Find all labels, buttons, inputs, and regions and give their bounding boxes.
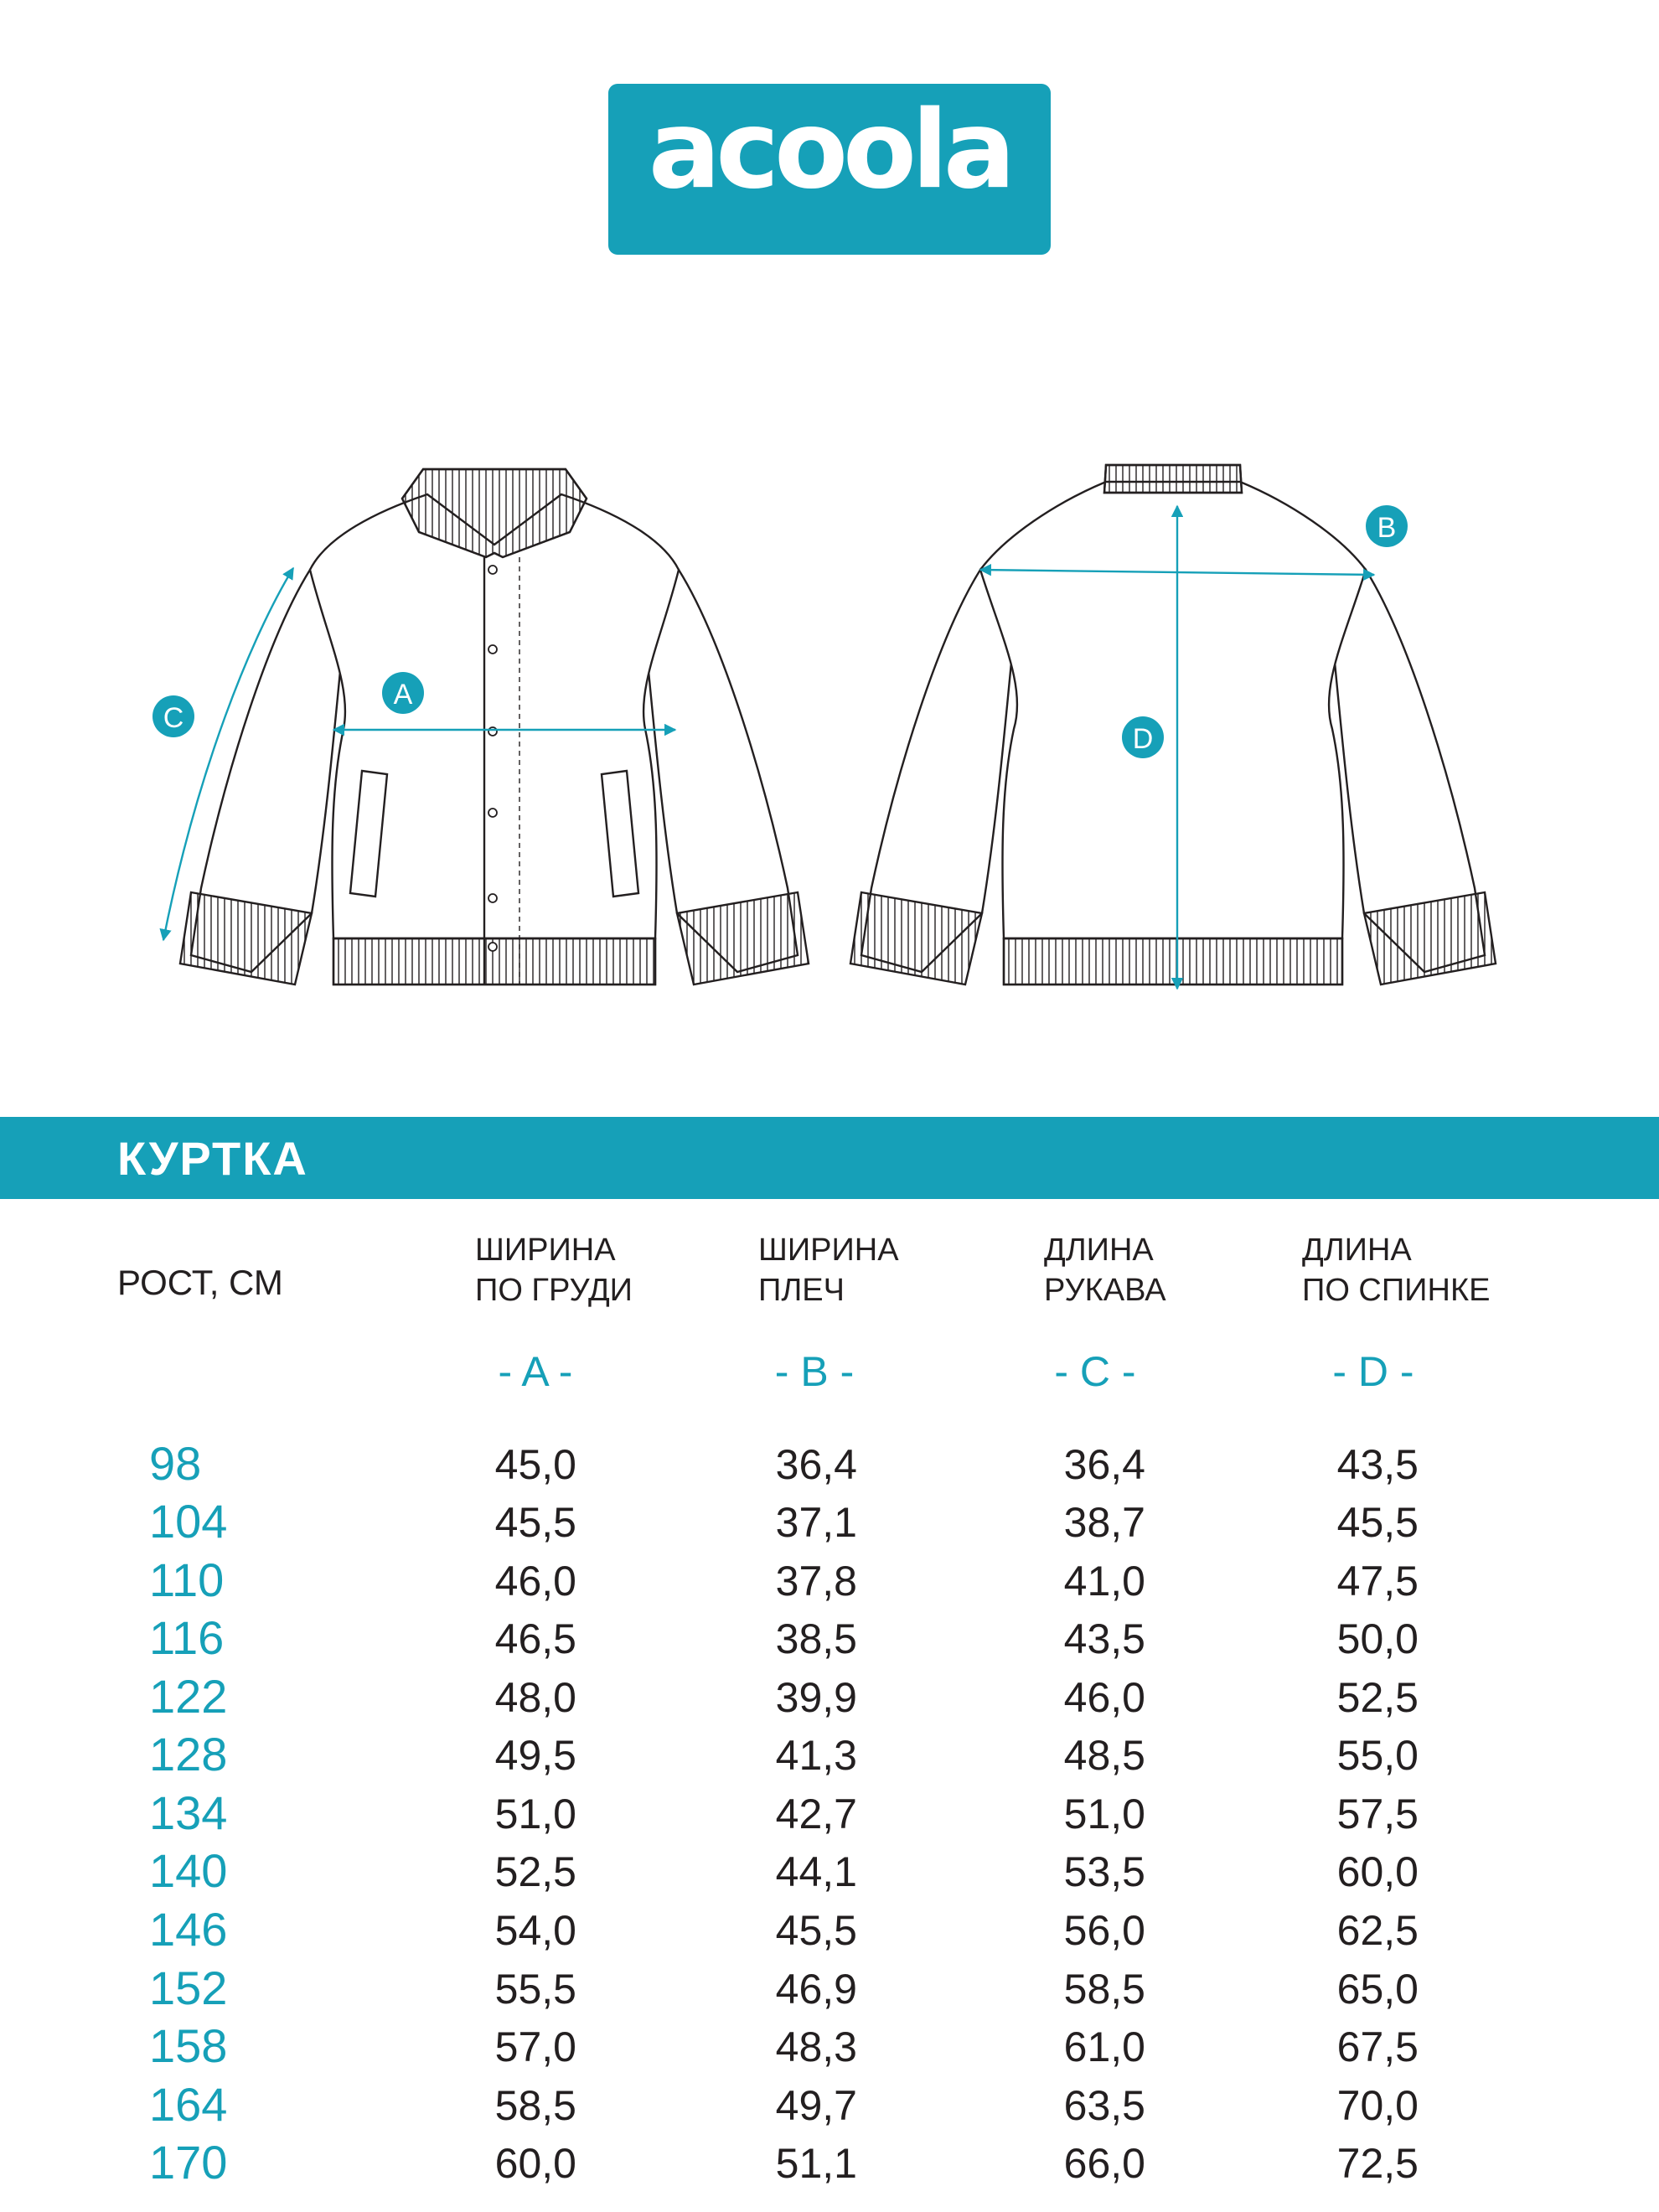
jacket-front — [180, 469, 809, 985]
table-title: КУРТКА — [117, 1132, 308, 1185]
column-header-a-line1: ШИРИНА — [475, 1233, 616, 1268]
back-length-value: 60,0 — [1336, 1848, 1419, 1895]
column-header-b — [758, 1230, 899, 1310]
column-header-a-line2: ПО ГРУДИ — [475, 1273, 633, 1308]
sleeve-length-value: 36,4 — [1063, 1441, 1145, 1488]
chest-width-value: 54,0 — [494, 1907, 576, 1954]
sleeve-length-value: 51,0 — [1063, 1791, 1145, 1837]
sleeve-length-value: 53,5 — [1063, 1848, 1145, 1895]
shoulder-width-value: 41,3 — [775, 1732, 857, 1779]
size-value: 110 — [149, 1553, 225, 1606]
back-length-value: 43,5 — [1336, 1441, 1419, 1488]
column-header-d-line2: ПО СПИНКЕ — [1302, 1273, 1491, 1308]
chest-width-value: 52,5 — [494, 1848, 576, 1895]
sleeve-length-value: 46,0 — [1063, 1674, 1145, 1721]
chest-width-value: 60,0 — [494, 2140, 576, 2187]
marker-d — [1122, 716, 1164, 758]
column-header-d — [1302, 1230, 1490, 1310]
chest-width-value: 51,0 — [494, 1791, 576, 1837]
shoulder-width-value: 36,4 — [775, 1441, 857, 1488]
sleeve-length-value: 56,0 — [1063, 1907, 1145, 1954]
svg-text:A: A — [393, 679, 413, 711]
sleeve-length-value: 38,7 — [1063, 1499, 1145, 1546]
row-header: РОСТ, СМ — [117, 1263, 283, 1302]
size-value: 122 — [149, 1670, 228, 1723]
chest-width-value: 48,0 — [494, 1674, 576, 1721]
back-length-value: 47,5 — [1336, 1558, 1419, 1605]
back-length-value: 57,5 — [1336, 1791, 1419, 1837]
size-value: 140 — [149, 1844, 228, 1897]
size-value: 170 — [149, 2136, 228, 2189]
chest-width-value: 46,0 — [494, 1558, 576, 1605]
shoulder-width-value: 48,3 — [775, 2023, 857, 2070]
chest-width-value: 55,5 — [494, 1966, 576, 2013]
shoulder-width-value: 46,9 — [775, 1966, 857, 2013]
size-value: 134 — [149, 1786, 228, 1839]
sleeve-length-value: 41,0 — [1063, 1558, 1145, 1605]
column-letter-c: - C - — [1054, 1348, 1136, 1395]
size-value: 104 — [149, 1495, 228, 1548]
column-header-b-line1: ШИРИНА — [758, 1233, 899, 1268]
sleeve-length-value: 63,5 — [1063, 2082, 1145, 2129]
chest-width-value: 45,0 — [494, 1441, 576, 1488]
column-header-c-line2: РУКАВА — [1044, 1273, 1166, 1308]
svg-text:B: B — [1377, 512, 1397, 544]
size-value: 146 — [149, 1903, 228, 1956]
size-value: 128 — [149, 1728, 228, 1780]
chest-width-value: 45,5 — [494, 1499, 576, 1546]
column-header-a — [475, 1230, 633, 1310]
column-header-c-line1: ДЛИНА — [1044, 1233, 1154, 1268]
shoulder-width-value: 51,1 — [775, 2140, 857, 2187]
shoulder-width-value: 42,7 — [775, 1791, 857, 1837]
size-value: 164 — [149, 2078, 228, 2131]
shoulder-width-value: 44,1 — [775, 1848, 857, 1895]
back-length-value: 72,5 — [1336, 2140, 1419, 2187]
back-length-value: 67,5 — [1336, 2023, 1419, 2070]
size-value: 98 — [149, 1437, 202, 1490]
brand-logo-text: acoola — [648, 88, 1011, 213]
chest-width-value: 49,5 — [494, 1732, 576, 1779]
table-title-bar — [0, 1117, 1659, 1199]
column-letter-b: - B - — [774, 1348, 855, 1395]
back-length-value: 52,5 — [1336, 1674, 1419, 1721]
sleeve-length-value: 43,5 — [1063, 1615, 1145, 1662]
marker-c — [152, 695, 194, 737]
svg-text:C: C — [163, 702, 184, 734]
shoulder-width-value: 38,5 — [775, 1615, 857, 1662]
sleeve-length-value: 61,0 — [1063, 2023, 1145, 2070]
sleeve-length-value: 66,0 — [1063, 2140, 1145, 2187]
brand-logo — [608, 84, 1051, 255]
column-letter-d: - D - — [1332, 1348, 1414, 1395]
back-length-value: 55,0 — [1336, 1732, 1419, 1779]
marker-a — [382, 672, 424, 714]
chest-width-value: 46,5 — [494, 1615, 576, 1662]
sleeve-length-value: 58,5 — [1063, 1966, 1145, 2013]
chest-width-value: 57,0 — [494, 2023, 576, 2070]
sleeve-length-value: 48,5 — [1063, 1732, 1145, 1779]
size-value: 152 — [149, 1961, 228, 2014]
shoulder-width-value: 45,5 — [775, 1907, 857, 1954]
shoulder-width-value: 37,1 — [775, 1499, 857, 1546]
size-value: 116 — [149, 1611, 225, 1664]
column-header-d-line1: ДЛИНА — [1302, 1233, 1412, 1268]
shoulder-width-value: 37,8 — [775, 1558, 857, 1605]
back-length-value: 50,0 — [1336, 1615, 1419, 1662]
shoulder-width-value: 49,7 — [775, 2082, 857, 2129]
back-length-value: 65,0 — [1336, 1966, 1419, 2013]
marker-b — [1366, 505, 1408, 547]
shoulder-width-value: 39,9 — [775, 1674, 857, 1721]
column-letter-a: - A - — [498, 1348, 573, 1395]
column-header-b-line2: ПЛЕЧ — [758, 1273, 845, 1308]
svg-text:D: D — [1132, 723, 1154, 755]
jacket-measurement-diagram — [0, 436, 1659, 1056]
back-length-value: 62,5 — [1336, 1907, 1419, 1954]
back-length-value: 45,5 — [1336, 1499, 1419, 1546]
size-value: 158 — [149, 2019, 228, 2072]
back-length-value: 70,0 — [1336, 2082, 1419, 2129]
column-header-c — [1044, 1230, 1166, 1310]
chest-width-value: 58,5 — [494, 2082, 576, 2129]
